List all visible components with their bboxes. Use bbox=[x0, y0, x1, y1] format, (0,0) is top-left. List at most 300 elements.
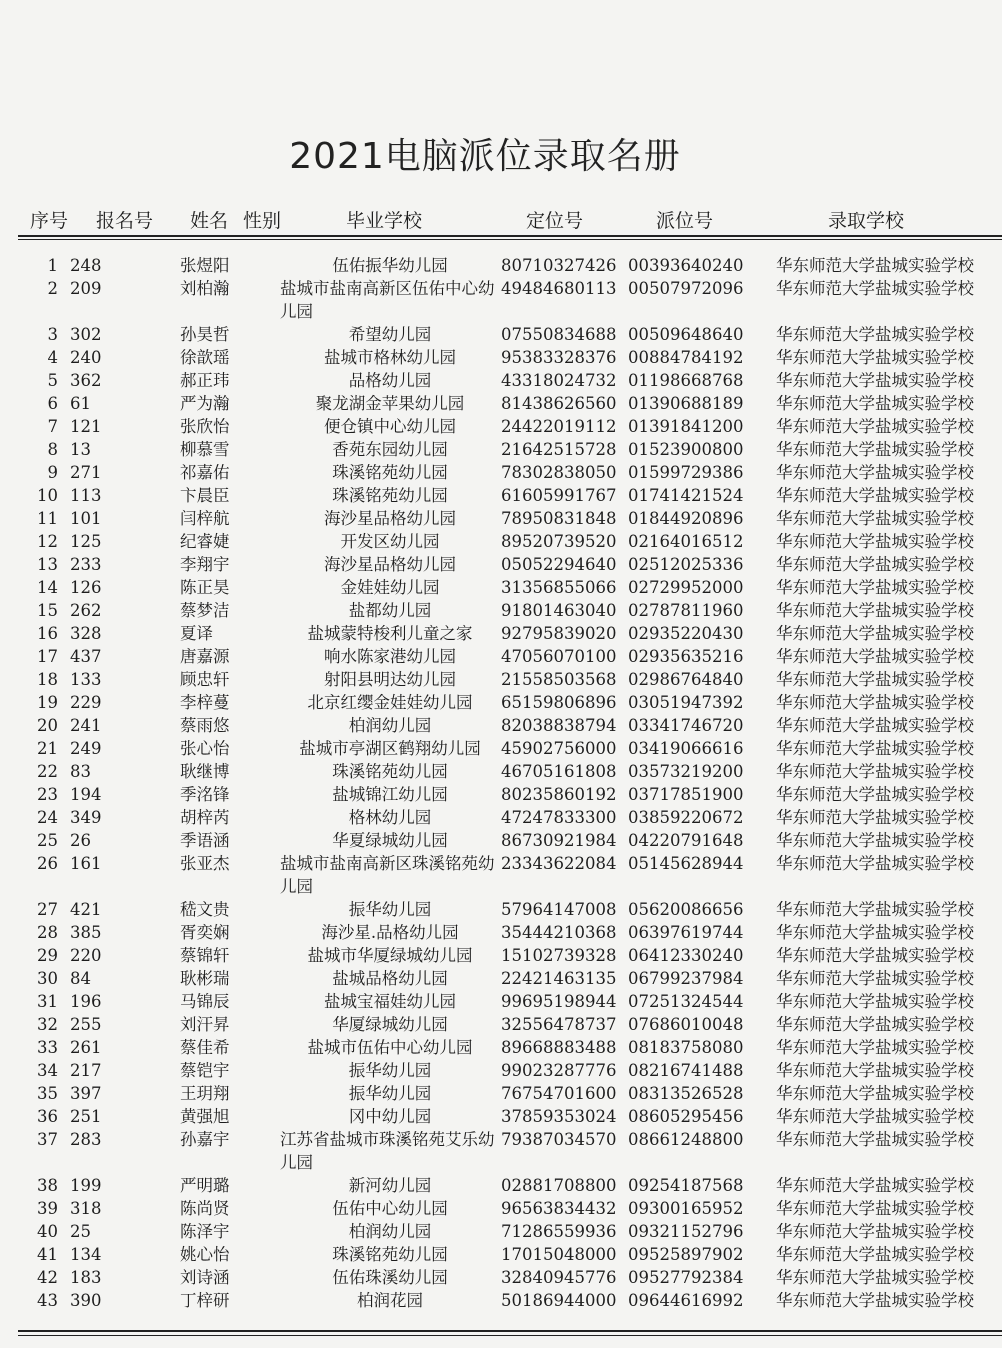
row-registration-number: 421 bbox=[70, 900, 102, 919]
row-assignment-number: 08216741488 bbox=[628, 1061, 744, 1080]
row-seq: 37 bbox=[37, 1130, 58, 1149]
row-location-number: 22421463135 bbox=[501, 969, 617, 988]
row-admission-school: 华东师范大学盐城实验学校 bbox=[776, 1084, 974, 1103]
row-location-number: 35444210368 bbox=[501, 923, 617, 942]
row-registration-number: 13 bbox=[70, 440, 91, 459]
row-registration-number: 25 bbox=[70, 1222, 91, 1241]
row-location-number: 76754701600 bbox=[501, 1084, 617, 1103]
row-registration-number: 126 bbox=[70, 578, 102, 597]
row-name: 嵇文贵 bbox=[180, 900, 230, 919]
row-location-number: 24422019112 bbox=[501, 417, 617, 436]
row-graduated-school: 盐城市盐南高新区珠溪铭苑幼儿园 bbox=[280, 854, 495, 896]
row-graduated-school: 响水陈家港幼儿园 bbox=[324, 647, 456, 666]
row-seq: 34 bbox=[37, 1061, 58, 1080]
row-graduated-school: 伍佑珠溪幼儿园 bbox=[332, 1268, 448, 1287]
row-assignment-number: 01391841200 bbox=[628, 417, 744, 436]
row-assignment-number: 02729952000 bbox=[628, 578, 744, 597]
row-location-number: 05052294640 bbox=[501, 555, 617, 574]
row-registration-number: 390 bbox=[70, 1291, 102, 1310]
row-admission-school: 华东师范大学盐城实验学校 bbox=[776, 1291, 974, 1310]
row-registration-number: 229 bbox=[70, 693, 102, 712]
row-admission-school: 华东师范大学盐城实验学校 bbox=[776, 394, 974, 413]
row-graduated-school: 海沙星品格幼儿园 bbox=[324, 555, 456, 574]
row-graduated-school: 盐都幼儿园 bbox=[348, 601, 432, 620]
row-admission-school: 华东师范大学盐城实验学校 bbox=[776, 1176, 974, 1195]
row-seq: 31 bbox=[37, 992, 58, 1011]
row-assignment-number: 07251324544 bbox=[628, 992, 744, 1011]
row-name: 丁梓研 bbox=[180, 1291, 230, 1310]
row-name: 徐歆瑶 bbox=[180, 348, 230, 367]
row-seq: 19 bbox=[37, 693, 58, 712]
row-registration-number: 240 bbox=[70, 348, 102, 367]
row-assignment-number: 00393640240 bbox=[628, 256, 744, 275]
row-seq: 39 bbox=[37, 1199, 58, 1218]
row-admission-school: 华东师范大学盐城实验学校 bbox=[776, 808, 974, 827]
header-location-number: 定位号 bbox=[526, 210, 584, 232]
row-seq: 8 bbox=[47, 440, 58, 459]
footer-rule-thin bbox=[18, 1335, 1002, 1336]
row-graduated-school: 振华幼儿园 bbox=[348, 1061, 432, 1080]
row-graduated-school: 振华幼儿园 bbox=[348, 900, 432, 919]
row-seq: 35 bbox=[37, 1084, 58, 1103]
row-seq: 4 bbox=[47, 348, 58, 367]
row-graduated-school: 珠溪铭苑幼儿园 bbox=[332, 463, 448, 482]
row-registration-number: 125 bbox=[70, 532, 102, 551]
row-location-number: 17015048000 bbox=[501, 1245, 617, 1264]
row-assignment-number: 03717851900 bbox=[628, 785, 744, 804]
row-location-number: 50186944000 bbox=[501, 1291, 617, 1310]
row-name: 张亚杰 bbox=[180, 854, 230, 873]
row-name: 胡梓芮 bbox=[180, 808, 230, 827]
row-location-number: 49484680113 bbox=[501, 279, 617, 298]
row-name: 卞晨臣 bbox=[180, 486, 230, 505]
row-seq: 10 bbox=[37, 486, 58, 505]
row-admission-school: 华东师范大学盐城实验学校 bbox=[776, 463, 974, 482]
header-assignment-number: 派位号 bbox=[656, 210, 714, 232]
row-location-number: 81438626560 bbox=[501, 394, 617, 413]
row-assignment-number: 03859220672 bbox=[628, 808, 744, 827]
row-assignment-number: 01599729386 bbox=[628, 463, 744, 482]
row-name: 胥奕娴 bbox=[180, 923, 230, 942]
row-registration-number: 251 bbox=[70, 1107, 102, 1126]
row-admission-school: 华东师范大学盐城实验学校 bbox=[776, 1061, 974, 1080]
row-registration-number: 26 bbox=[70, 831, 91, 850]
row-registration-number: 183 bbox=[70, 1268, 102, 1287]
row-admission-school: 华东师范大学盐城实验学校 bbox=[776, 946, 974, 965]
row-assignment-number: 08605295456 bbox=[628, 1107, 744, 1126]
row-assignment-number: 04220791648 bbox=[628, 831, 744, 850]
row-location-number: 15102739328 bbox=[501, 946, 617, 965]
row-location-number: 82038838794 bbox=[501, 716, 617, 735]
row-graduated-school: 开发区幼儿园 bbox=[340, 532, 440, 551]
row-seq: 21 bbox=[37, 739, 58, 758]
row-graduated-school: 盐城宝福娃幼儿园 bbox=[324, 992, 456, 1011]
row-name: 马锦辰 bbox=[180, 992, 230, 1011]
row-assignment-number: 06397619744 bbox=[628, 923, 744, 942]
row-registration-number: 217 bbox=[70, 1061, 102, 1080]
row-assignment-number: 01198668768 bbox=[628, 371, 744, 390]
row-seq: 7 bbox=[47, 417, 58, 436]
row-admission-school: 华东师范大学盐城实验学校 bbox=[776, 992, 974, 1011]
row-seq: 15 bbox=[37, 601, 58, 620]
row-registration-number: 255 bbox=[70, 1015, 102, 1034]
row-graduated-school: 盐城市亭湖区鹤翔幼儿园 bbox=[299, 739, 481, 758]
row-assignment-number: 08313526528 bbox=[628, 1084, 744, 1103]
row-graduated-school: 北京红缨金娃娃幼儿园 bbox=[307, 693, 473, 712]
row-graduated-school: 华厦绿城幼儿园 bbox=[332, 1015, 448, 1034]
row-name: 唐嘉源 bbox=[180, 647, 230, 666]
row-admission-school: 华东师范大学盐城实验学校 bbox=[776, 693, 974, 712]
row-assignment-number: 09300165952 bbox=[628, 1199, 744, 1218]
row-graduated-school: 金娃娃幼儿园 bbox=[340, 578, 440, 597]
row-admission-school: 华东师范大学盐城实验学校 bbox=[776, 417, 974, 436]
row-graduated-school: 珠溪铭苑幼儿园 bbox=[332, 1245, 448, 1264]
row-seq: 16 bbox=[37, 624, 58, 643]
row-assignment-number: 01741421524 bbox=[628, 486, 744, 505]
row-seq: 36 bbox=[37, 1107, 58, 1126]
row-location-number: 21642515728 bbox=[501, 440, 617, 459]
row-assignment-number: 09254187568 bbox=[628, 1176, 744, 1195]
row-assignment-number: 03341746720 bbox=[628, 716, 744, 735]
header-rule bbox=[18, 235, 1002, 237]
row-location-number: 32840945776 bbox=[501, 1268, 617, 1287]
row-name: 蔡雨悠 bbox=[180, 716, 230, 735]
row-name: 耿彬瑞 bbox=[180, 969, 230, 988]
row-seq: 32 bbox=[37, 1015, 58, 1034]
row-seq: 23 bbox=[37, 785, 58, 804]
header-rule-thin bbox=[18, 239, 1002, 240]
row-admission-school: 华东师范大学盐城实验学校 bbox=[776, 762, 974, 781]
row-location-number: 80710327426 bbox=[501, 256, 617, 275]
row-graduated-school: 盐城市盐南高新区伍佑中心幼儿园 bbox=[280, 279, 495, 321]
row-admission-school: 华东师范大学盐城实验学校 bbox=[776, 578, 974, 597]
row-name: 陈泽宇 bbox=[180, 1222, 230, 1241]
row-registration-number: 133 bbox=[70, 670, 102, 689]
row-name: 耿继博 bbox=[180, 762, 230, 781]
row-seq: 12 bbox=[37, 532, 58, 551]
row-location-number: 78950831848 bbox=[501, 509, 617, 528]
row-seq: 17 bbox=[37, 647, 58, 666]
row-name: 纪睿婕 bbox=[180, 532, 230, 551]
row-location-number: 47056070100 bbox=[501, 647, 617, 666]
row-graduated-school: 新河幼儿园 bbox=[348, 1176, 432, 1195]
header-seq: 序号 bbox=[30, 210, 69, 232]
row-registration-number: 271 bbox=[70, 463, 102, 482]
row-name: 陈正昊 bbox=[180, 578, 230, 597]
row-location-number: 99023287776 bbox=[501, 1061, 617, 1080]
row-admission-school: 华东师范大学盐城实验学校 bbox=[776, 647, 974, 666]
row-graduated-school: 珠溪铭苑幼儿园 bbox=[332, 762, 448, 781]
row-location-number: 02881708800 bbox=[501, 1176, 617, 1195]
row-assignment-number: 02512025336 bbox=[628, 555, 744, 574]
row-admission-school: 华东师范大学盐城实验学校 bbox=[776, 348, 974, 367]
row-registration-number: 101 bbox=[70, 509, 102, 528]
row-location-number: 80235860192 bbox=[501, 785, 617, 804]
row-location-number: 96563834432 bbox=[501, 1199, 617, 1218]
row-graduated-school: 海沙星品格幼儿园 bbox=[324, 509, 456, 528]
row-name: 闫梓航 bbox=[180, 509, 230, 528]
row-name: 黄强旭 bbox=[180, 1107, 230, 1126]
row-registration-number: 121 bbox=[70, 417, 102, 436]
row-assignment-number: 03573219200 bbox=[628, 762, 744, 781]
row-graduated-school: 盐城市伍佑中心幼儿园 bbox=[307, 1038, 473, 1057]
row-name: 顾忠轩 bbox=[180, 670, 230, 689]
row-admission-school: 华东师范大学盐城实验学校 bbox=[776, 1245, 974, 1264]
row-admission-school: 华东师范大学盐城实验学校 bbox=[776, 739, 974, 758]
row-location-number: 71286559936 bbox=[501, 1222, 617, 1241]
row-registration-number: 161 bbox=[70, 854, 102, 873]
row-assignment-number: 00507972096 bbox=[628, 279, 744, 298]
row-seq: 13 bbox=[37, 555, 58, 574]
row-registration-number: 385 bbox=[70, 923, 102, 942]
row-assignment-number: 08661248800 bbox=[628, 1130, 744, 1149]
row-assignment-number: 02164016512 bbox=[628, 532, 744, 551]
row-graduated-school: 格林幼儿园 bbox=[348, 808, 432, 827]
row-name: 张心怡 bbox=[180, 739, 230, 758]
row-assignment-number: 09525897902 bbox=[628, 1245, 744, 1264]
row-registration-number: 113 bbox=[70, 486, 102, 505]
row-location-number: 86730921984 bbox=[501, 831, 617, 850]
row-admission-school: 华东师范大学盐城实验学校 bbox=[776, 1038, 974, 1057]
row-registration-number: 209 bbox=[70, 279, 102, 298]
row-name: 刘诗涵 bbox=[180, 1268, 230, 1287]
row-location-number: 46705161808 bbox=[501, 762, 617, 781]
row-seq: 28 bbox=[37, 923, 58, 942]
row-location-number: 31356855066 bbox=[501, 578, 617, 597]
row-graduated-school: 珠溪铭苑幼儿园 bbox=[332, 486, 448, 505]
row-admission-school: 华东师范大学盐城实验学校 bbox=[776, 555, 974, 574]
row-graduated-school: 射阳县明达幼儿园 bbox=[324, 670, 456, 689]
header-gender: 性别 bbox=[243, 210, 282, 232]
row-assignment-number: 06799237984 bbox=[628, 969, 744, 988]
row-graduated-school: 盐城蒙特梭利儿童之家 bbox=[307, 624, 473, 643]
row-seq: 26 bbox=[37, 854, 58, 873]
row-admission-school: 华东师范大学盐城实验学校 bbox=[776, 624, 974, 643]
row-assignment-number: 09321152796 bbox=[628, 1222, 744, 1241]
row-registration-number: 83 bbox=[70, 762, 91, 781]
row-registration-number: 249 bbox=[70, 739, 102, 758]
row-graduated-school: 香苑东园幼儿园 bbox=[332, 440, 448, 459]
row-graduated-school: 盐城品格幼儿园 bbox=[332, 969, 448, 988]
row-admission-school: 华东师范大学盐城实验学校 bbox=[776, 785, 974, 804]
row-graduated-school: 海沙星.品格幼儿园 bbox=[321, 923, 459, 942]
row-name: 祁嘉佑 bbox=[180, 463, 230, 482]
row-graduated-school: 伍佑中心幼儿园 bbox=[332, 1199, 448, 1218]
row-name: 严为瀚 bbox=[180, 394, 230, 413]
row-admission-school: 华东师范大学盐城实验学校 bbox=[776, 1222, 974, 1241]
row-registration-number: 349 bbox=[70, 808, 102, 827]
row-seq: 33 bbox=[37, 1038, 58, 1057]
row-assignment-number: 00509648640 bbox=[628, 325, 744, 344]
row-name: 蔡佳希 bbox=[180, 1038, 230, 1057]
row-seq: 11 bbox=[37, 509, 58, 528]
row-location-number: 78302838050 bbox=[501, 463, 617, 482]
row-admission-school: 华东师范大学盐城实验学校 bbox=[776, 532, 974, 551]
row-graduated-school: 希望幼儿园 bbox=[348, 325, 432, 344]
row-name: 孙昊哲 bbox=[180, 325, 230, 344]
row-assignment-number: 03419066616 bbox=[628, 739, 744, 758]
row-admission-school: 华东师范大学盐城实验学校 bbox=[776, 1130, 974, 1149]
row-location-number: 92795839020 bbox=[501, 624, 617, 643]
row-registration-number: 437 bbox=[70, 647, 102, 666]
row-seq: 27 bbox=[37, 900, 58, 919]
row-admission-school: 华东师范大学盐城实验学校 bbox=[776, 1107, 974, 1126]
row-location-number: 21558503568 bbox=[501, 670, 617, 689]
row-location-number: 65159806896 bbox=[501, 693, 617, 712]
row-location-number: 37859353024 bbox=[501, 1107, 617, 1126]
row-name: 李梓蔓 bbox=[180, 693, 230, 712]
row-admission-school: 华东师范大学盐城实验学校 bbox=[776, 601, 974, 620]
row-registration-number: 261 bbox=[70, 1038, 102, 1057]
row-name: 陈尚贤 bbox=[180, 1199, 230, 1218]
row-assignment-number: 02986764840 bbox=[628, 670, 744, 689]
row-seq: 40 bbox=[37, 1222, 58, 1241]
row-name: 柳慕雪 bbox=[180, 440, 230, 459]
row-assignment-number: 01844920896 bbox=[628, 509, 744, 528]
row-graduated-school: 江苏省盐城市珠溪铭苑艾乐幼儿园 bbox=[280, 1130, 495, 1172]
row-name: 刘柏瀚 bbox=[180, 279, 230, 298]
row-admission-school: 华东师范大学盐城实验学校 bbox=[776, 854, 974, 873]
row-name: 季语涵 bbox=[180, 831, 230, 850]
row-admission-school: 华东师范大学盐城实验学校 bbox=[776, 1199, 974, 1218]
row-registration-number: 194 bbox=[70, 785, 102, 804]
row-assignment-number: 03051947392 bbox=[628, 693, 744, 712]
row-location-number: 99695198944 bbox=[501, 992, 617, 1011]
row-name: 夏译 bbox=[180, 624, 213, 643]
row-location-number: 89668883488 bbox=[501, 1038, 617, 1057]
row-seq: 6 bbox=[47, 394, 58, 413]
row-registration-number: 283 bbox=[70, 1130, 102, 1149]
row-graduated-school: 振华幼儿园 bbox=[348, 1084, 432, 1103]
row-seq: 3 bbox=[47, 325, 58, 344]
row-graduated-school: 冈中幼儿园 bbox=[348, 1107, 432, 1126]
row-admission-school: 华东师范大学盐城实验学校 bbox=[776, 969, 974, 988]
row-graduated-school: 柏润幼儿园 bbox=[348, 716, 432, 735]
row-registration-number: 220 bbox=[70, 946, 102, 965]
row-admission-school: 华东师范大学盐城实验学校 bbox=[776, 923, 974, 942]
row-seq: 1 bbox=[47, 256, 58, 275]
row-seq: 43 bbox=[37, 1291, 58, 1310]
row-location-number: 95383328376 bbox=[501, 348, 617, 367]
row-registration-number: 397 bbox=[70, 1084, 102, 1103]
row-seq: 38 bbox=[37, 1176, 58, 1195]
row-location-number: 07550834688 bbox=[501, 325, 617, 344]
row-registration-number: 248 bbox=[70, 256, 102, 275]
row-name: 蔡铠宇 bbox=[180, 1061, 230, 1080]
row-location-number: 79387034570 bbox=[501, 1130, 617, 1149]
row-registration-number: 262 bbox=[70, 601, 102, 620]
row-name: 蔡锦轩 bbox=[180, 946, 230, 965]
row-seq: 24 bbox=[37, 808, 58, 827]
row-location-number: 43318024732 bbox=[501, 371, 617, 390]
row-admission-school: 华东师范大学盐城实验学校 bbox=[776, 486, 974, 505]
row-name: 季洺锋 bbox=[180, 785, 230, 804]
row-graduated-school: 聚龙湖金苹果幼儿园 bbox=[315, 394, 465, 413]
row-location-number: 47247833300 bbox=[501, 808, 617, 827]
row-assignment-number: 07686010048 bbox=[628, 1015, 744, 1034]
row-registration-number: 302 bbox=[70, 325, 102, 344]
row-location-number: 57964147008 bbox=[501, 900, 617, 919]
row-graduated-school: 盐城锦江幼儿园 bbox=[332, 785, 448, 804]
row-assignment-number: 02935220430 bbox=[628, 624, 744, 643]
row-graduated-school: 华夏绿城幼儿园 bbox=[332, 831, 448, 850]
row-seq: 22 bbox=[37, 762, 58, 781]
row-name: 张欣怡 bbox=[180, 417, 230, 436]
row-assignment-number: 09644616992 bbox=[628, 1291, 744, 1310]
row-registration-number: 241 bbox=[70, 716, 102, 735]
row-registration-number: 318 bbox=[70, 1199, 102, 1218]
row-location-number: 45902756000 bbox=[501, 739, 617, 758]
row-registration-number: 134 bbox=[70, 1245, 102, 1264]
row-seq: 29 bbox=[37, 946, 58, 965]
row-graduated-school: 盐城市格林幼儿园 bbox=[324, 348, 456, 367]
row-graduated-school: 柏润幼儿园 bbox=[348, 1222, 432, 1241]
row-admission-school: 华东师范大学盐城实验学校 bbox=[776, 670, 974, 689]
row-name: 刘汗昇 bbox=[180, 1015, 230, 1034]
footer-rule bbox=[18, 1330, 1002, 1332]
row-assignment-number: 02935635216 bbox=[628, 647, 744, 666]
row-assignment-number: 08183758080 bbox=[628, 1038, 744, 1057]
row-location-number: 91801463040 bbox=[501, 601, 617, 620]
row-seq: 30 bbox=[37, 969, 58, 988]
row-assignment-number: 01523900800 bbox=[628, 440, 744, 459]
row-name: 张煜阳 bbox=[180, 256, 230, 275]
row-location-number: 23343622084 bbox=[501, 854, 617, 873]
row-seq: 14 bbox=[37, 578, 58, 597]
header-name: 姓名 bbox=[190, 210, 229, 232]
row-admission-school: 华东师范大学盐城实验学校 bbox=[776, 371, 974, 390]
row-location-number: 32556478737 bbox=[501, 1015, 617, 1034]
header-admission-school: 录取学校 bbox=[828, 210, 905, 232]
row-seq: 2 bbox=[47, 279, 58, 298]
row-seq: 18 bbox=[37, 670, 58, 689]
row-admission-school: 华东师范大学盐城实验学校 bbox=[776, 509, 974, 528]
row-name: 郝正玮 bbox=[180, 371, 230, 390]
row-name: 蔡梦洁 bbox=[180, 601, 230, 620]
page-title: 2021电脑派位录取名册 bbox=[289, 136, 681, 177]
row-seq: 9 bbox=[47, 463, 58, 482]
row-registration-number: 362 bbox=[70, 371, 102, 390]
row-seq: 20 bbox=[37, 716, 58, 735]
row-graduated-school: 品格幼儿园 bbox=[348, 371, 432, 390]
row-name: 姚心怡 bbox=[180, 1245, 230, 1264]
row-registration-number: 84 bbox=[70, 969, 91, 988]
row-assignment-number: 00884784192 bbox=[628, 348, 744, 367]
row-name: 李翔宇 bbox=[180, 555, 230, 574]
row-registration-number: 61 bbox=[70, 394, 91, 413]
row-admission-school: 华东师范大学盐城实验学校 bbox=[776, 1015, 974, 1034]
row-admission-school: 华东师范大学盐城实验学校 bbox=[776, 1268, 974, 1287]
row-assignment-number: 05145628944 bbox=[628, 854, 744, 873]
row-graduated-school: 便仓镇中心幼儿园 bbox=[324, 417, 456, 436]
row-assignment-number: 05620086656 bbox=[628, 900, 744, 919]
row-seq: 25 bbox=[37, 831, 58, 850]
row-admission-school: 华东师范大学盐城实验学校 bbox=[776, 716, 974, 735]
row-registration-number: 328 bbox=[70, 624, 102, 643]
row-name: 严明璐 bbox=[180, 1176, 230, 1195]
row-seq: 5 bbox=[47, 371, 58, 390]
row-location-number: 89520739520 bbox=[501, 532, 617, 551]
row-graduated-school: 柏润花园 bbox=[357, 1291, 423, 1310]
row-admission-school: 华东师范大学盐城实验学校 bbox=[776, 279, 974, 298]
row-seq: 42 bbox=[37, 1268, 58, 1287]
row-name: 孙嘉宇 bbox=[180, 1130, 230, 1149]
row-assignment-number: 01390688189 bbox=[628, 394, 744, 413]
header-registration-number: 报名号 bbox=[96, 210, 154, 232]
row-seq: 41 bbox=[37, 1245, 58, 1264]
row-graduated-school: 伍佑振华幼儿园 bbox=[332, 256, 448, 275]
row-assignment-number: 02787811960 bbox=[628, 601, 744, 620]
